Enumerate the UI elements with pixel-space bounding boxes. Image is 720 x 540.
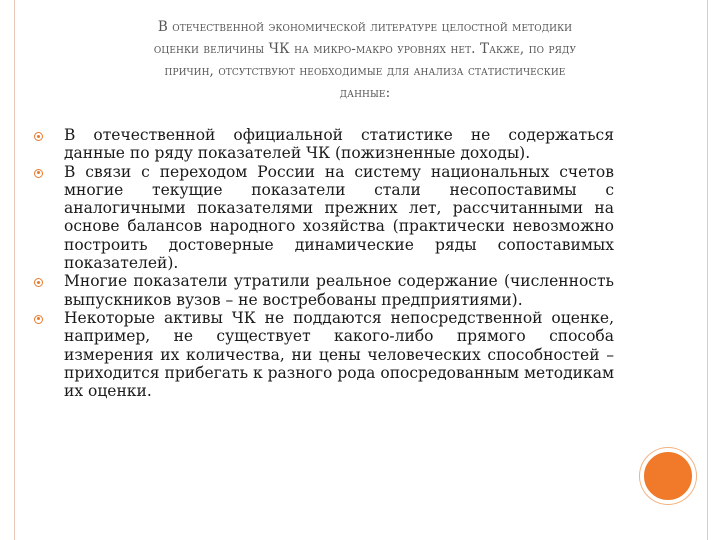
ring-bullet-icon [34, 132, 43, 141]
slide-title-line: причин, отсутствуют необходимые для анализа статистические [164, 63, 566, 79]
slide-title-line: В отечественной экономической литературе целостной методики [157, 19, 573, 35]
ring-bullet-icon [34, 278, 43, 287]
slide-title-line: оценки величины ЧК на микро-макро уровнях нет. Также, по ряду [153, 41, 577, 57]
bullet-list [34, 126, 614, 400]
slide-title [70, 16, 660, 104]
ring-bullet-icon [34, 169, 43, 178]
decorative-orange-circle [640, 448, 696, 504]
bullet-text: Многие показатели утратили реальное содержание (численность выпускников вузов – не востребованы предприятиями). [64, 272, 614, 309]
bullet-text: Некоторые активы ЧК не поддаются непосредственной оценке, например, не существует какого-либо прямого способа измерения их количества, ни цены человеческих способностей – приходится прибегать к разного рода опосредованным методикам их оценки. [64, 308, 614, 401]
bullet-text: В отечественной официальной статистике не содержаться данные по ряду показателей ЧК (пожизненные доходы). [64, 126, 614, 163]
ring-bullet-icon [34, 315, 43, 324]
list-item [34, 309, 614, 400]
bullet-text: В связи с переходом России на систему национальных счетов многие текущие показатели стали несопоставимы с аналогичными показателями прежних лет, рассчитанными на основе балансов народного хозяйства (практически невозможно построить достоверные динамические ряды сопоставимых показателей). [64, 162, 614, 273]
list-item [34, 163, 614, 273]
list-item [34, 272, 614, 309]
list-item [34, 126, 614, 163]
slide-title-line: данные: [339, 85, 391, 101]
